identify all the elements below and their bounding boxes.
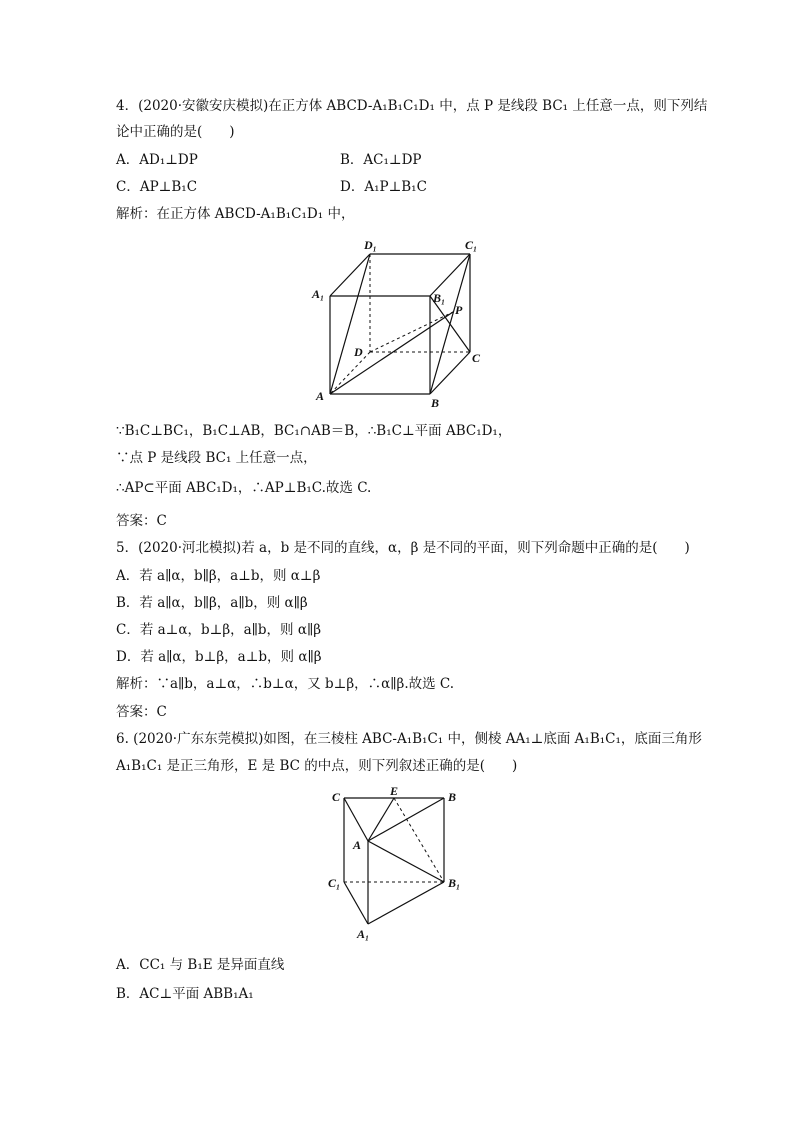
label-prism-C: C xyxy=(332,790,341,804)
q4-option-a: A．AD₁⊥DP xyxy=(116,152,198,168)
q5-option-c: C．若 a⊥α，b⊥β，a∥b，则 α∥β xyxy=(116,622,321,638)
q4-option-b: B．AC₁⊥DP xyxy=(340,152,422,168)
q4-option-d: D．A₁P⊥B₁C xyxy=(340,179,427,195)
q4-analysis-intro: 解析：在正方体 ABCD-A₁B₁C₁D₁ 中， xyxy=(116,206,355,222)
prism-figure xyxy=(320,783,480,943)
label-prism-C1: C₁ xyxy=(328,876,341,890)
q5-answer: 答案：C xyxy=(116,704,167,720)
label-A1: A₁ xyxy=(312,287,325,301)
q6-stem-line2: A₁B₁C₁ 是正三角形，E 是 BC 的中点，则下列叙述正确的是( ) xyxy=(116,758,518,774)
label-prism-A1: A₁ xyxy=(357,927,370,941)
label-prism-E: E xyxy=(390,784,399,798)
q4-answer: 答案：C xyxy=(116,513,167,529)
q5-analysis: 解析：∵a∥b，a⊥α，∴b⊥α，又 b⊥β，∴α∥β.故选 C. xyxy=(116,676,455,692)
label-A: A xyxy=(316,389,325,403)
q4-reason3: ∴AP⊂平面 ABC₁D₁，∴AP⊥B₁C.故选 C. xyxy=(116,480,372,496)
label-D1: D₁ xyxy=(364,238,377,252)
q6-option-a: A．CC₁ 与 B₁E 是异面直线 xyxy=(116,957,285,973)
label-B: B xyxy=(431,396,440,410)
q4-option-c: C．AP⊥B₁C xyxy=(116,179,198,195)
label-prism-B1: B₁ xyxy=(448,876,461,890)
label-C1: C₁ xyxy=(465,238,478,252)
q6-option-b: B．AC⊥平面 ABB₁A₁ xyxy=(116,986,254,1002)
q4-stem-line2: 论中正确的是( ) xyxy=(116,124,235,140)
label-P: P xyxy=(455,303,463,317)
label-prism-B: B xyxy=(448,790,457,804)
q4-stem-line1: 4．(2020·安徽安庆模拟)在正方体 ABCD-A₁B₁C₁D₁ 中，点 P 是线段 BC₁ 上任意一点，则下列结 xyxy=(116,98,708,114)
q4-reason2: ∵点 P 是线段 BC₁ 上任意一点， xyxy=(116,450,317,466)
q4-reason1: ∵B₁C⊥BC₁，B₁C⊥AB，BC₁∩AB＝B，∴B₁C⊥平面 ABC₁D₁， xyxy=(116,423,512,439)
q5-option-b: B．若 a∥α，b∥β，a∥b，则 α∥β xyxy=(116,595,308,611)
label-prism-A: A xyxy=(353,838,362,852)
q5-option-d: D．若 a∥α，b⊥β，a⊥b，则 α∥β xyxy=(116,649,322,665)
label-C: C xyxy=(472,351,481,365)
q6-stem-line1: 6. (2020·广东东莞模拟)如图，在三棱柱 ABC-A₁B₁C₁ 中，侧棱 AA₁⊥底面 A₁B₁C₁，底面三角形 xyxy=(116,731,702,747)
label-D: D xyxy=(354,345,363,359)
q5-stem: 5．(2020·河北模拟)若 a，b 是不同的直线，α，β 是不同的平面，则下列命题中正确的是( ) xyxy=(116,540,690,556)
label-B1: B₁ xyxy=(433,291,446,305)
q5-option-a: A．若 a∥α，b∥β，a⊥b，则 α⊥β xyxy=(116,568,321,584)
cube-figure xyxy=(300,232,500,412)
